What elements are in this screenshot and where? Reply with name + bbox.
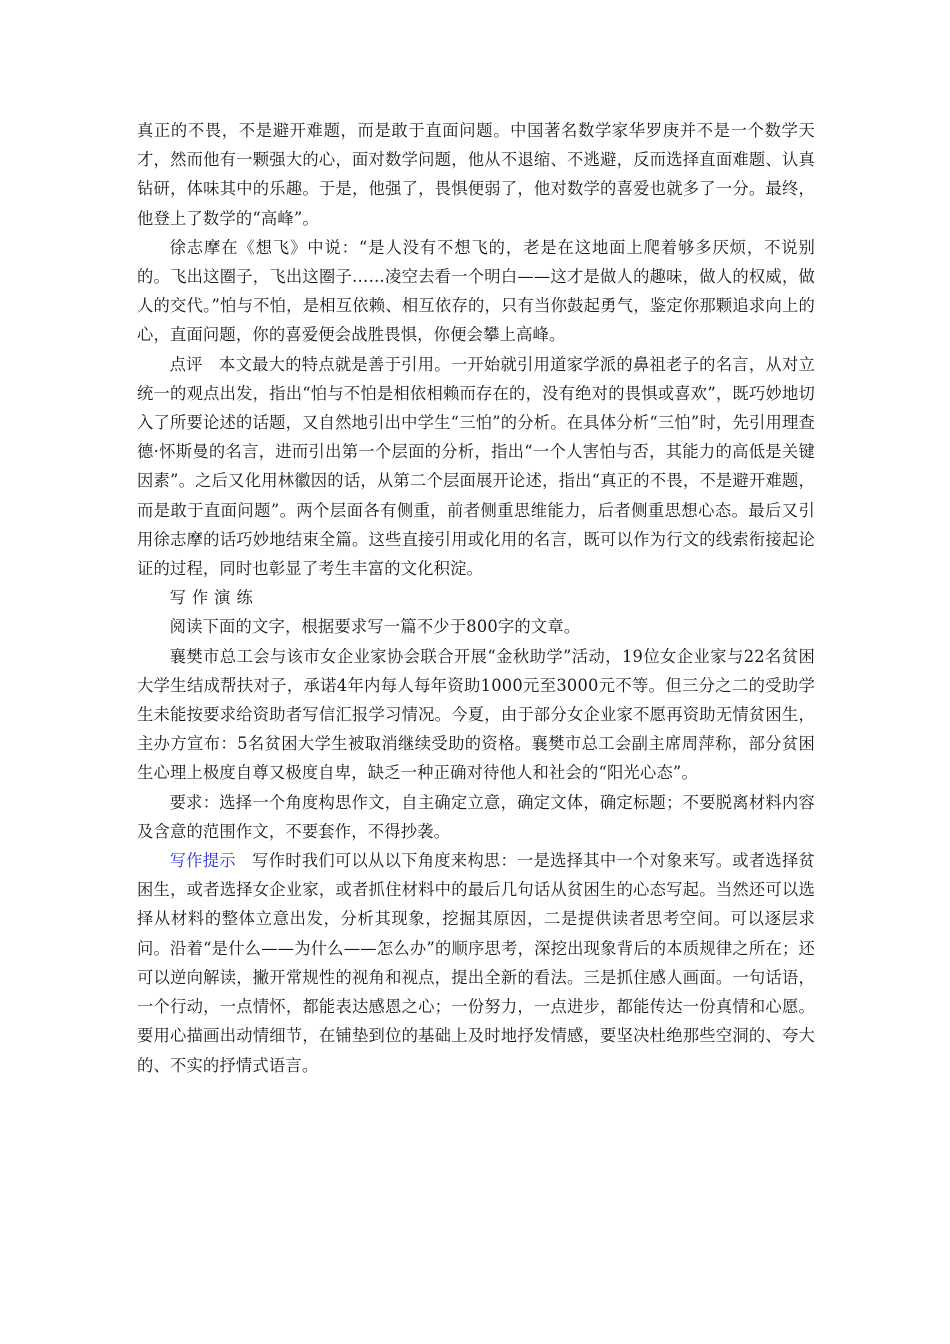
writing-hint-text: 写作时我们可以从以下角度来构思：一是选择其中一个对象来写。或者选择贫困生，或者选择女企业家，或者抓住材料中的最后几句话从贫困生的心态写起。当然还可以选择从材料的整体立意出发，分析其现象，挖掘其原因，二是提供读者思考空间。可以逐层求问。沿着“是什么——为什么——怎么办”的顺序思考，深挖出现象背后的本质规律之所在；还可以逆向解读，撇开常规性的视角和视点，提出全新的看法。三是抓住感人画面。一句话语，一个行动，一点情怀，都能表达感恩之心；一份努力，一点进步，都能传达一份真情和心愿。要用心描画出动情细节，在铺垫到位的基础上及时地抒发情感，要坚决杜绝那些空洞的、夸大的、不实的抒情式语言。: [137, 851, 815, 1075]
paragraph-hua-luogeng: 真正的不畏，不是避开难题，而是敢于直面问题。中国著名数学家华罗庚并不是一个数学天才，然而他有一颗强大的心，面对数学问题，他从不退缩、不逃避，反而选择直面难题、认真钻研，体味其中的乐趣。于是，他强了，畏惧便弱了，他对数学的喜爱也就多了一分。最终，他登上了数学的“高峰”。: [137, 121, 815, 228]
paragraph-xu-zhimo: 徐志摩在《想飞》中说：“是人没有不想飞的，老是在这地面上爬着够多厌烦，不说别的。飞出这圈子，飞出这圈子……凌空去看一个明白——这才是做人的趣味，做人的权威，做人的交代。”怕与不怕，是相互依赖、相互依存的，只有当你鼓起勇气，鉴定你那颗追求向上的心，直面问题，你的喜爱便会战胜畏惧，你便会攀上高峰。: [137, 237, 815, 345]
writing-hint-label: 写作提示: [169, 851, 236, 871]
paragraph-task-instruction: 阅读下面的文字，根据要求写一篇不少于800字的文章。: [169, 617, 581, 637]
paragraph-writing-hints: [137, 846, 815, 1080]
paragraph-commentary: [137, 350, 815, 584]
document-body: [137, 116, 815, 1080]
commentary-text: 本文最大的特点就是善于引用。一开始就引用道家学派的鼻祖老子的名言，从对立统一的观点出发，指出“怕与不怕是相依相赖而存在的，没有绝对的畏惧或喜欢”，既巧妙地切入了所要论述的话题，又自然地引出中学生“三怕”的分析。在具体分析“三怕”时，先引用理查德·怀斯曼的名言，进而引出第一个层面的分析，指出“一个人害怕与否，其能力的高低是关键因素”。之后又化用林徽因的话，从第二个层面展开论述，指出“真正的不畏，不是避开难题，而是敢于直面问题”。两个层面各有侧重，前者侧重思维能力，后者侧重思想心态。最后又引用徐志摩的话巧妙地结束全篇。这些直接引用或化用的名言，既可以作为行文的线索衔接起论证的过程，同时也彰显了考生丰富的文化积淀。: [137, 354, 815, 579]
paragraph-material: 襄樊市总工会与该市女企业家协会联合开展“金秋助学”活动，19位女企业家与22名贫困大学生结成帮扶对子，承诺4年内每人每年资助1000元至3000元不等。但三分之二的受助学生未能按要求给资助者写信汇报学习情况。今夏，由于部分女企业家不愿再资助无情贫困生，主办方宣布：5名贫困大学生被取消继续受助的资格。襄樊市总工会副主席周萍称，部分贫困生心理上极度自尊又极度自卑，缺乏一种正确对待他人和社会的“阳光心态”。: [137, 646, 815, 783]
section-heading-writing-practice: 写作演练: [169, 588, 259, 608]
paragraph-requirements: 要求：选择一个角度构思作文，自主确定立意，确定文体，确定标题；不要脱离材料内容及含意的范围作文，不要套作，不得抄袭。: [137, 792, 815, 841]
commentary-label: 点评: [169, 354, 203, 374]
